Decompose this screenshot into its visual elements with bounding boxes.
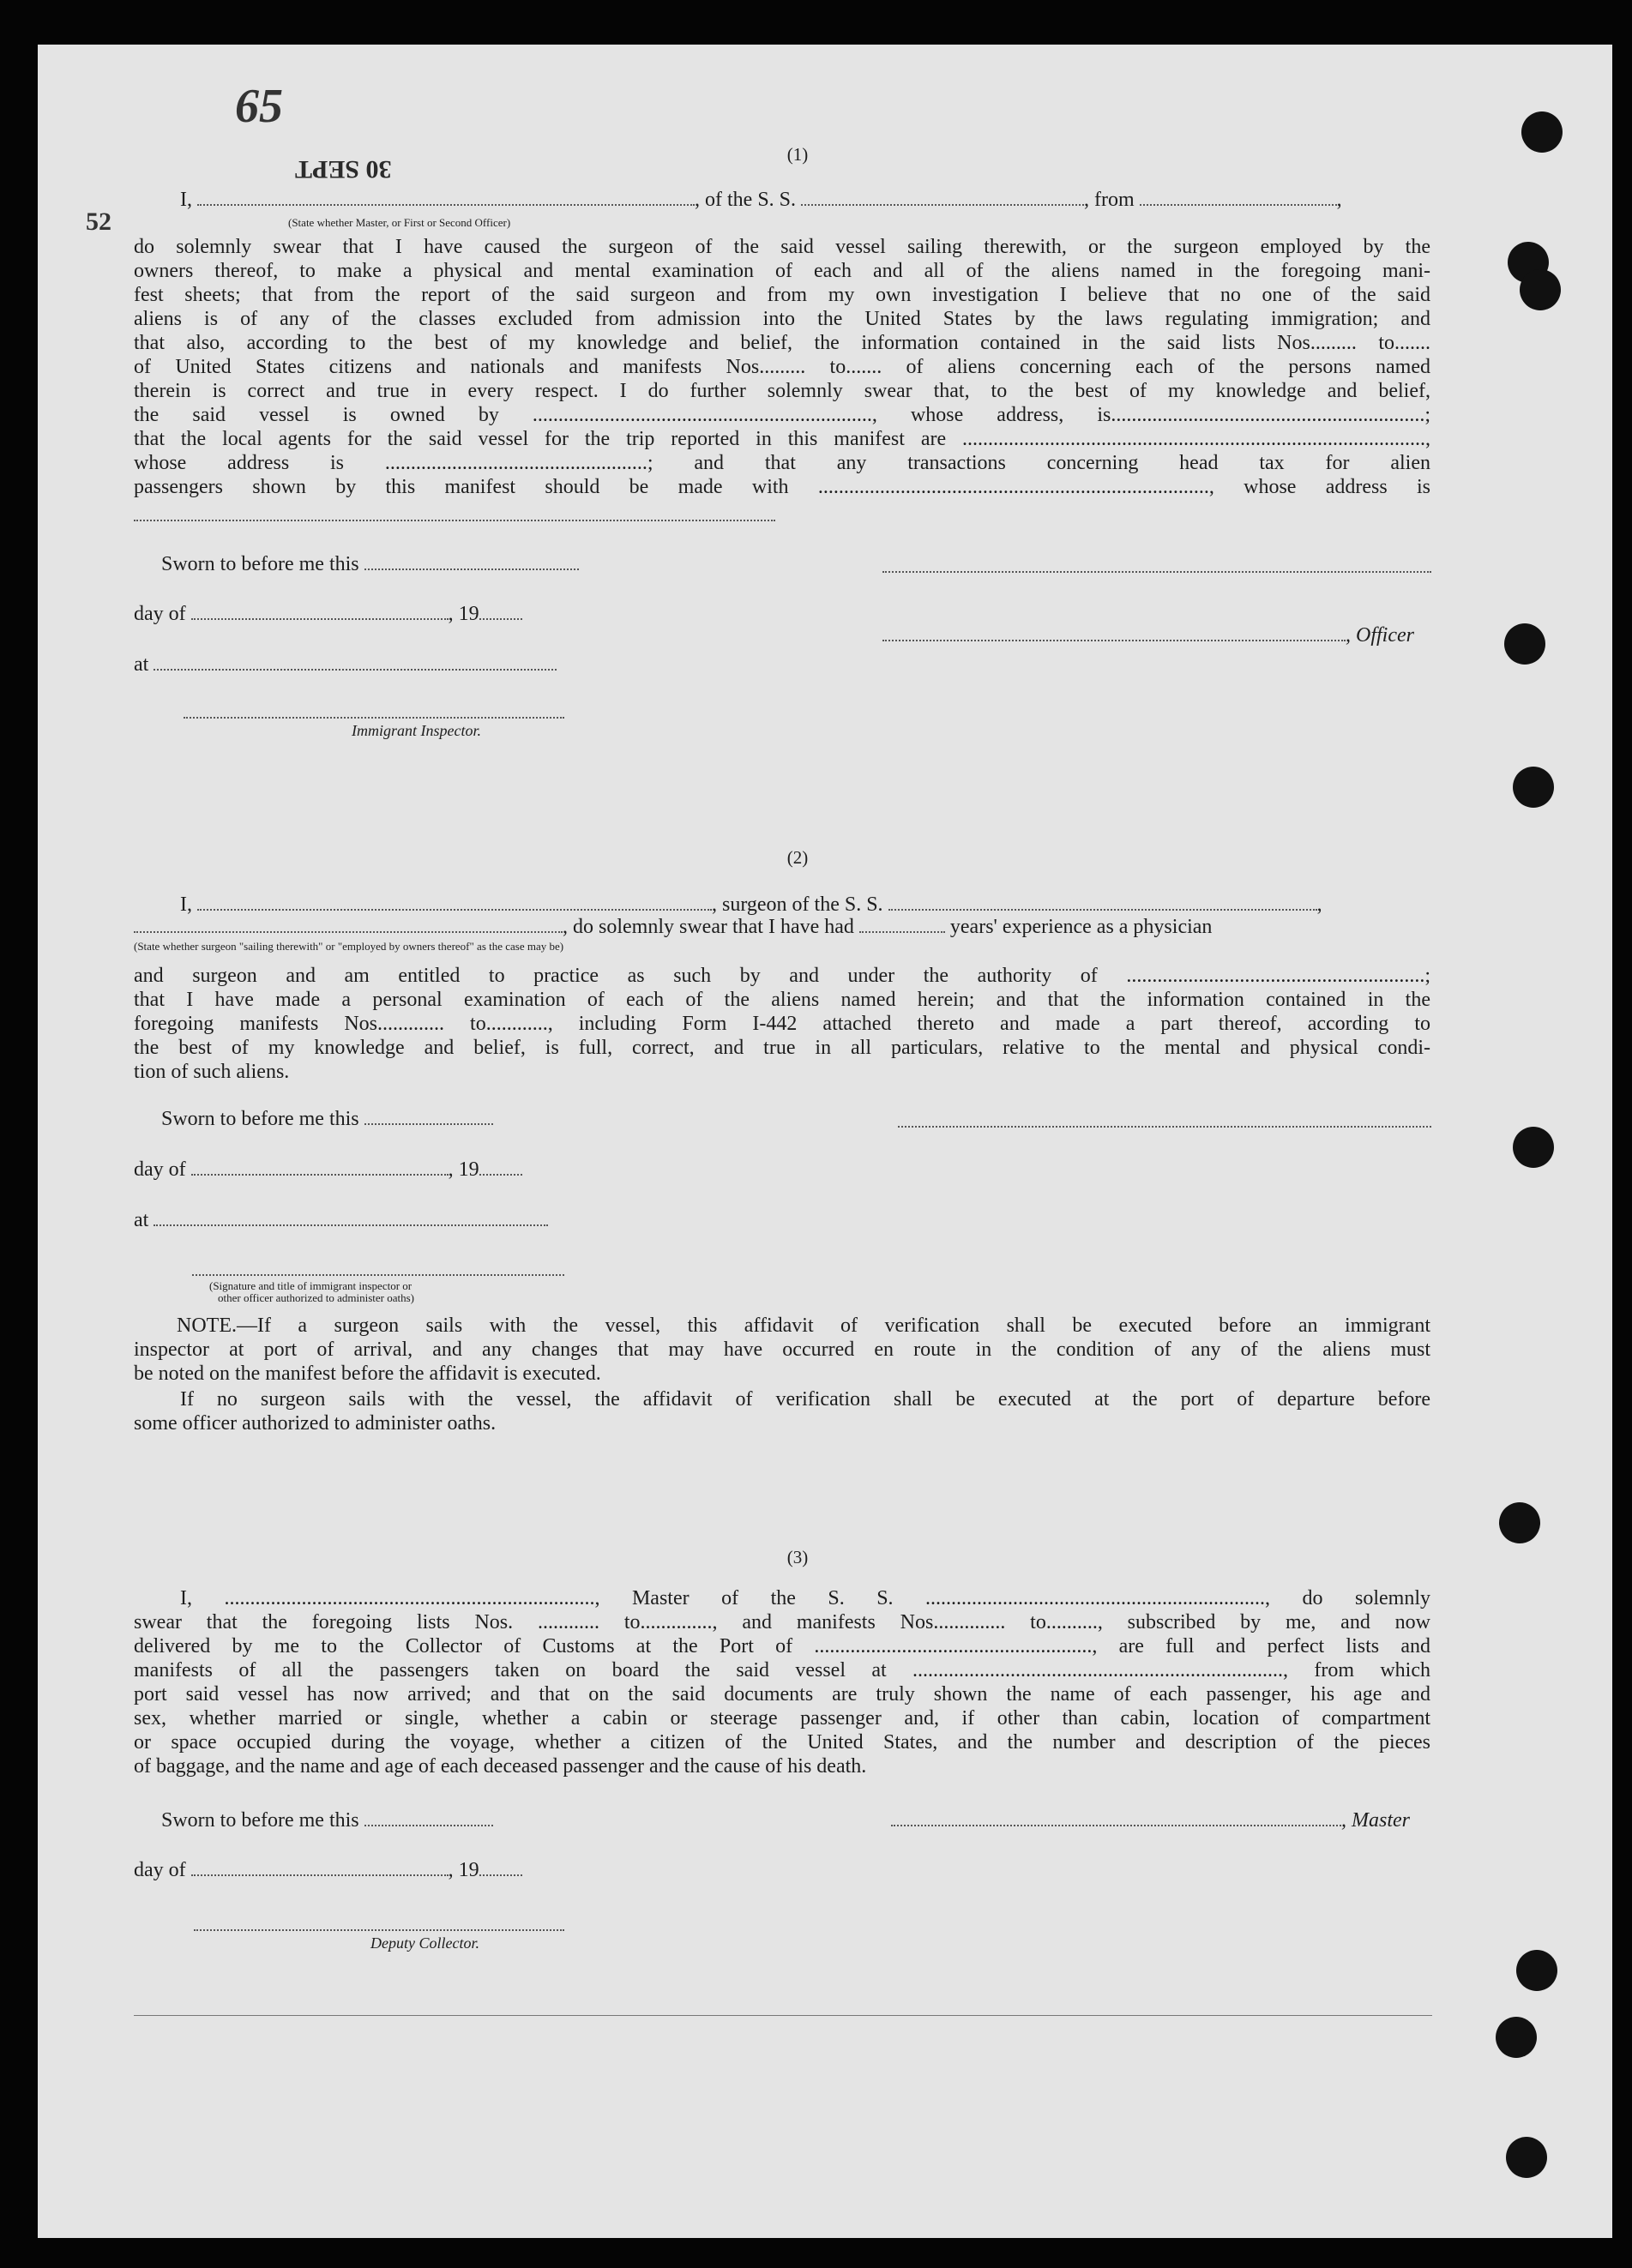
section-2-experience-line: , do solemnly swear that I have had years' experience as a physician — [134, 916, 1212, 939]
from-port-blank[interactable] — [1140, 189, 1337, 206]
sworn-date-blank-3[interactable] — [364, 1809, 493, 1826]
punch-hole — [1516, 1950, 1557, 1991]
manifest-verification-page — [38, 45, 1612, 2238]
place-blank-2[interactable] — [154, 1209, 548, 1226]
year-blank[interactable] — [479, 603, 522, 620]
oath-i: I, — [180, 189, 192, 211]
officer-name-blank[interactable] — [197, 189, 695, 206]
place-blank[interactable] — [154, 653, 557, 671]
punch-hole — [1499, 1502, 1540, 1543]
handwritten-number: 65 — [235, 80, 283, 133]
section-2-oath-line: I, , surgeon of the S. S. , — [180, 893, 1322, 916]
officer-note: (State whether Master, or First or Second Officer) — [288, 216, 511, 229]
punch-hole — [1513, 1127, 1554, 1168]
punch-hole — [1504, 623, 1545, 665]
of-the-ss: , of the S. S. — [695, 189, 797, 211]
punch-hole — [1506, 2137, 1547, 2178]
years-blank[interactable] — [859, 916, 945, 933]
year-blank-2[interactable] — [479, 1158, 522, 1176]
day-line-2: day of , 19 — [134, 1158, 522, 1182]
sworn-line-3: Sworn to before me this — [161, 1809, 493, 1832]
address-blank[interactable] — [134, 520, 775, 521]
section-1-body: do solemnly swear that I have caused the surgeon of the said vessel sailing therewith, or the surgeon employed by the owners thereof, to make a physical and mental examination of each and all of the aliens named in the foregoing mani- fest sheets; that from the report of the said surgeon and from my own investigation I believe that no one of the said aliens is of any of the classes excluded from admission into the United States by the laws regulating immigration; and that also, according to the best of my knowledge and belief, the information contained in the said lists Nos......... to....... of United States citizens and nationals and manifests Nos......... to....... of aliens concerning each of the persons named therein is correct and true in every respect. I do further solemnly swear that, to the best of my knowledge and belief, the said vessel is owned by .................................................................., whose address, is.............................................................; that the local agents for the said vessel for the trip reported in this manifest are .........................................................................................., whose address is ...................................................; and that any transactions concerning head tax for alien passengers shown by this manifest should be made with ............................................................................, whose address is — [134, 236, 1430, 498]
surgeon-note: (State whether surgeon "sailing therewith" or "employed by owners thereof" as the case may be) — [134, 940, 564, 953]
inspector-signature-blank[interactable] — [184, 717, 564, 719]
section-1-oath-line: I, , of the S. S. , from , — [180, 189, 1342, 211]
sworn-date-blank[interactable] — [364, 553, 579, 570]
day-line-1: day of , 19 — [134, 603, 522, 626]
inspector-signature-blank-2[interactable] — [192, 1274, 564, 1276]
section-2-number: (2) — [786, 847, 809, 868]
section-2-body: and surgeon and am entitled to practice as such by and under the authority of ..........................................................; that I have made a personal examination of each of the aliens named herein; and that the information contained in the foregoing manifests Nos............. to............, including Form I-442 attached thereto and made a part thereof, according to the best of my knowledge and belief, is full, correct, and true in all particulars, relative to the mental and physical condi- tion of such aliens. — [134, 965, 1430, 1083]
date-stamp: 30 SEPT — [295, 155, 392, 183]
at-line-2: at — [134, 1209, 548, 1232]
at-line-1: at — [134, 653, 557, 677]
punch-hole — [1513, 767, 1554, 808]
punch-hole — [1520, 269, 1561, 310]
deputy-collector-caption: Deputy Collector. — [370, 1934, 479, 1952]
day-line-3: day of , 19 — [134, 1859, 522, 1882]
no-surgeon-paragraph: If no surgeon sails with the vessel, the affidavit of verification shall be executed at the port of departure before some officer authorized to administer oaths. — [134, 1388, 1430, 1435]
sworn-line-2: Sworn to before me this — [161, 1108, 493, 1131]
section-3-number: (3) — [786, 1547, 809, 1567]
day-blank-2[interactable] — [191, 1158, 449, 1176]
master-signature-blank[interactable] — [891, 1809, 1341, 1826]
section-1-number: (1) — [786, 144, 809, 165]
day-blank-3[interactable] — [191, 1859, 449, 1876]
surgeon-name-blank[interactable] — [197, 893, 712, 911]
surgeon-signature-blank[interactable] — [898, 1126, 1431, 1128]
master-line: , Master — [891, 1809, 1410, 1832]
signature-note-1: (Signature and title of immigrant inspector or — [209, 1279, 413, 1292]
surgeon-type-blank[interactable] — [134, 916, 563, 933]
surgeon-note-paragraph: NOTE.—If a surgeon sails with the vessel, this affidavit of verification shall be executed before an immigrant inspector at port of arrival, and any changes that may have occurred en route in the condition of any of the aliens must be noted on the manifest before the affidavit is executed. — [134, 1314, 1430, 1385]
day-blank[interactable] — [191, 603, 449, 620]
inspector-caption: Immigrant Inspector. — [352, 722, 481, 739]
signature-blank[interactable] — [882, 571, 1431, 573]
sworn-line-1: Sworn to before me this — [161, 553, 579, 576]
sworn-date-blank-2[interactable] — [364, 1108, 493, 1125]
officer-line: , Officer — [882, 624, 1414, 647]
bottom-divider — [134, 2015, 1432, 2016]
officer-signature-blank[interactable] — [882, 624, 1346, 641]
margin-number: 52 — [86, 208, 111, 236]
section-3-body: I, ........................................................................, Master of the S. S. .................................................................., do solemnly swear that the foregoing lists Nos. ............ to.............., and manifests Nos.............. to.........., subscribed by me, and now delivered by me to the Collector of Customs at the Port of ......................................................, are full and perfect lists and manifests of all the passengers taken on board the said vessel at ........................................................................, from which port said vessel has now arrived; and that on the said documents are truly shown the name of each passenger, his age and sex, whether married or single, whether a cabin or steerage passenger and, if other than cabin, location of compartment or space occupied during the voyage, whether a citizen of the United States, and the number and description of the pieces of baggage, and the name and age of each deceased passenger and the cause of his death. — [134, 1587, 1430, 1778]
from-label: , from — [1084, 189, 1135, 211]
year-blank-3[interactable] — [479, 1859, 522, 1876]
vessel-name-blank-2[interactable] — [888, 893, 1317, 911]
vessel-name-blank[interactable] — [801, 189, 1084, 206]
collector-signature-blank[interactable] — [194, 1929, 564, 1931]
signature-note-2: other officer authorized to administer oaths) — [218, 1291, 414, 1304]
punch-hole — [1496, 2017, 1537, 2058]
